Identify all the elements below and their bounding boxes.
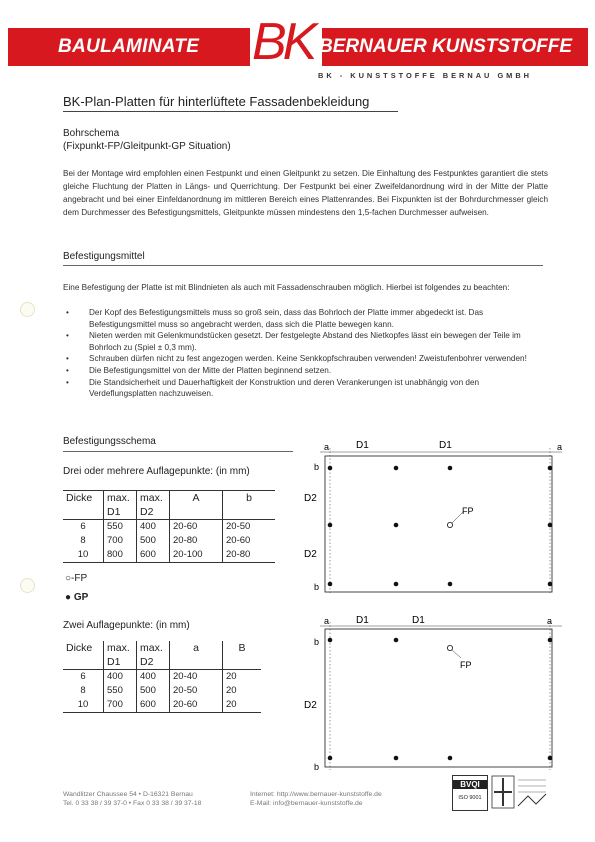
fp-leader [452,650,461,658]
glide-point [394,466,399,471]
header-left-brand: BAULAMINATE [58,36,200,57]
table2-cell: 700 [104,698,137,713]
table2-cell: 8 [80,685,86,696]
table2-cell: 20-40 [170,670,223,685]
table1-header: Dicke [66,492,93,504]
table2-cell: 20-50 [170,684,223,698]
table1-cell: 550 [104,520,137,535]
befestigungsmittel-intro: Eine Befestigung der Platte ist mit Blindnieten als auch mit Fassadenschrauben möglich. Hierbei ist folgendes zu beachten: [63,283,510,292]
table2-cell: 10 [77,699,89,710]
dim-label-d2: D2 [304,549,317,560]
mounting-diagram-three-supports [300,430,570,600]
table1-cell: 20-80 [170,534,223,548]
dim-label-d1: D1 [356,615,369,626]
glide-point [394,582,399,587]
table-row [63,698,261,713]
bk-logo: BK [252,13,314,71]
table2-cell: 6 [80,671,86,682]
table2-cell: 400 [137,670,170,685]
legend-fp: ○-FP [65,573,88,584]
table1-cell: 700 [104,534,137,548]
punch-hole [20,578,35,593]
page-title: BK-Plan-Platten für hinterlüftete Fassadenbekleidung [63,94,370,109]
footer-web [250,790,382,808]
glide-point [448,466,453,471]
glide-point [328,582,333,587]
cert-sub: ISO 9001 [458,795,482,801]
table1-header: b [223,491,276,506]
glide-point [394,756,399,761]
table2-spec [63,641,261,713]
glide-point [394,523,399,528]
glide-point [328,638,333,643]
table2-cell: 20 [223,670,262,685]
plate-outline [325,629,552,767]
table2-subheader [223,655,262,670]
glide-point [394,638,399,643]
table2-subheader: D2 [137,655,170,670]
table1-cell: 6 [80,521,86,532]
table1-caption: Drei oder mehrere Auflagepunkte: (in mm) [63,466,250,477]
glide-point [328,523,333,528]
title-underline [63,111,398,112]
table2-cell: 550 [104,684,137,698]
list-item: • Nieten werden mit Gelenkmundstücken gesetzt. Der festgelegte Abstand des Nietkopfes lässt ein bewegen der Teile im Bohrloch zu (Spiel ± 0,3 mm). [63,330,548,353]
table2-caption: Zwei Auflagepunkte: (in mm) [63,620,190,631]
table1-header: max. [137,491,170,506]
dim-label-b: b [314,462,320,472]
table2-cell: 20-60 [170,698,223,713]
bohrschema-paragraph: Bei der Montage wird empfohlen einen Festpunkt und einen Gleitpunkt zu setzen. Die Einhaltung des Festpunktes garantiert die stets gleiche Fluchtung der Platten in Längs- und Querrichtung. Der Festpunkt bei einer Zweifeldanordnung wird in der Mitte der Platte angebracht und bei einer Einfeldanordnung im mittleren Bereich eines Plattenrandes. Bei Fixpunkten ist der Bohrdurchmesser gleich dem Durchmesser des Befestigungsmittels, Gleitpunkte müssen mindestens den 1,5-fachen Durchmesser aufweisen. [63,169,548,217]
list-item: • Schrauben dürfen nicht zu fest angezogen werden. Keine Senkkopfschrauben verwenden! Zweistufenbohrer verwenden! [63,353,548,365]
dim-label-d2: D2 [304,700,317,711]
section-subheading-fixpunkt: (Fixpunkt-FP/Gleitpunkt-GP Situation) [63,141,231,152]
dim-label-d2: D2 [304,493,317,504]
table1-cell: 500 [137,534,170,548]
table1-cell: 20-80 [223,548,276,563]
table2-header: max. [137,641,170,655]
cert-label: BVQI [453,780,487,789]
glide-point [548,582,553,587]
table2-cell: 20 [223,684,262,698]
table2-cell: 400 [104,670,137,685]
table1-cell: 600 [137,548,170,563]
header-right-brand: BERNAUER KUNSTSTOFFE [319,36,572,57]
table1-subheader [223,505,276,520]
glide-point [548,638,553,643]
dim-label-a: a [324,442,330,452]
glide-point [448,756,453,761]
glide-point [448,582,453,587]
table1-cell: 20-50 [223,520,276,535]
table1-cell: 20-60 [170,520,223,535]
glide-point [548,756,553,761]
bvqi-cert-logo [452,775,488,811]
footer-address-line: Wandlitzer Chaussee 54 • D-16321 Bernau [63,791,193,798]
glide-point [548,523,553,528]
table-row [63,670,261,685]
section-rule [63,265,543,266]
befestigungsmittel-list [63,307,548,400]
table2-header: Dicke [66,642,93,654]
header-subline: BK - KUNSTSTOFFE BERNAU GMBH [318,71,533,80]
table2-cell: 20 [223,698,262,713]
section-rule [63,451,293,452]
dim-label-b: b [314,582,320,592]
list-item: • Die Befestigungsmittel von der Mitte der Platten beginnend setzen. [63,365,548,377]
dim-label-d1: D1 [356,440,369,451]
table1-subheader [63,505,104,520]
fp-label: FP [460,660,472,670]
section-heading-befestigungsmittel: Befestigungsmittel [63,251,145,262]
dim-label-d1: D1 [412,615,425,626]
footer-email-line: E-Mail: info@bernauer-kunststoffe.de [250,800,363,807]
list-item: • Die Standsicherheit und Dauerhaftigkeit der Konstruktion und deren Verankerungen ist unabhängig von den Verdeflungsplatten nachzuweisen. [63,377,548,400]
table2-subheader [63,655,104,670]
table1-subheader: D1 [104,505,137,520]
fixed-point [447,645,452,650]
table-row [63,684,261,698]
table-row [63,520,275,535]
footer-phone-line: Tel. 0 33 38 / 39 37-0 • Fax 0 33 38 / 39 37-18 [63,800,202,807]
table-row [63,534,275,548]
table2-cell: 500 [137,684,170,698]
fixed-point [447,522,452,527]
table2-header: B [223,641,262,655]
table1-cell: 10 [77,549,89,560]
table1-spec [63,490,275,563]
plate-outline [325,456,552,592]
punch-hole [20,302,35,317]
table1-subheader: D2 [137,505,170,520]
mounting-diagram-two-supports [300,612,570,774]
glide-point [548,466,553,471]
table1-cell: 20-100 [170,548,223,563]
list-item: • Der Kopf des Befestigungsmittels muss so groß sein, dass das Bohrloch der Platte immer abgedeckt ist. Das Befestigungsmittel muss so angebracht werden, dass sich die Platte bewegen kann. [63,307,548,330]
fp-label: FP [462,506,474,516]
table2-cell: 600 [137,698,170,713]
legend-gp: ● GP [65,592,89,603]
table1-subheader [170,505,223,520]
dim-label-a: a [324,616,330,626]
dim-label-d1: D1 [439,440,452,451]
section-heading-befestigungsschema: Befestigungsschema [63,436,156,447]
section-heading-bohrschema: Bohrschema [63,128,120,139]
footer-web-line: Internet: http://www.bernauer-kunststoffe.de [250,791,382,798]
dim-label-b: b [314,762,320,772]
table1-cell: 400 [137,520,170,535]
table1-header: A [170,491,223,506]
certification-mark-icon [490,774,548,810]
table2-subheader [170,655,223,670]
table1-cell: 800 [104,548,137,563]
dim-label-a: a [547,616,553,626]
table-row [63,548,275,563]
table2-subheader: D1 [104,655,137,670]
dim-label-a: a [557,442,563,452]
glide-point [328,756,333,761]
table2-header: max. [104,641,137,655]
glide-point [328,466,333,471]
table2-header: a [170,641,223,655]
dim-label-b: b [314,637,320,647]
footer-address [63,790,201,808]
table1-cell: 20-60 [223,534,276,548]
table1-cell: 8 [80,535,86,546]
table1-header: max. [104,491,137,506]
